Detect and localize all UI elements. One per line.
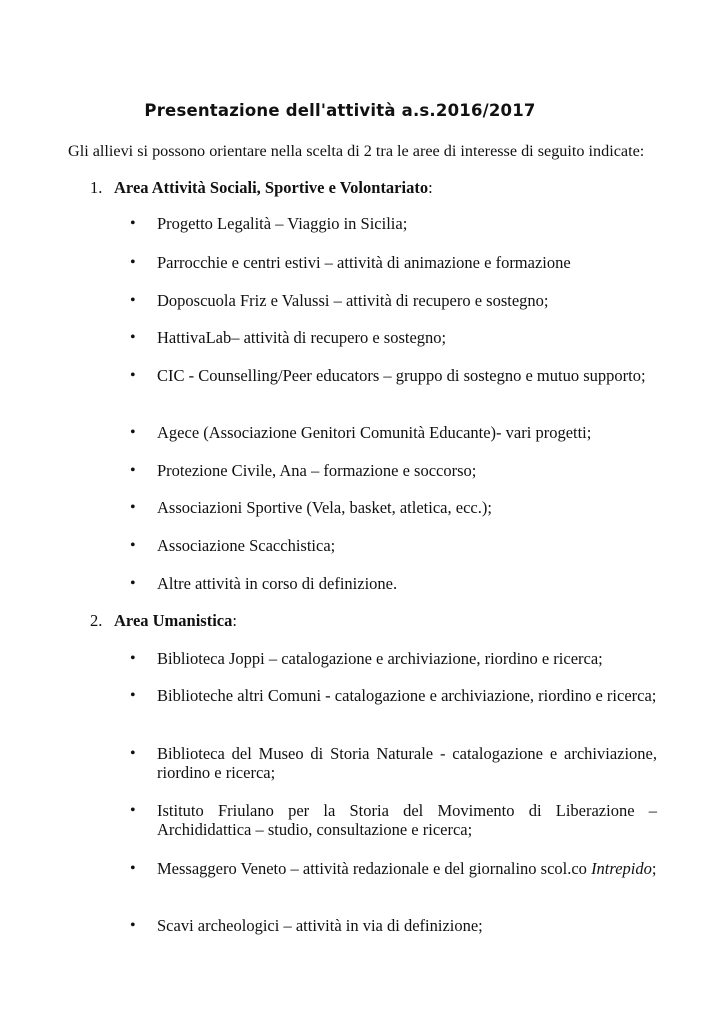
list-item-text-end: ; (651, 859, 657, 878)
bullet-icon: • (130, 650, 136, 667)
bullet-icon: • (130, 537, 136, 554)
list-item (130, 498, 657, 517)
list-item (130, 859, 657, 878)
bullet-icon: • (130, 215, 136, 232)
section-colon: : (232, 611, 237, 630)
list-item-text: Scavi archeologici – attività in via di definizione; (157, 916, 483, 935)
list-item (130, 649, 657, 668)
list-item (130, 574, 657, 593)
list-item-text: Istituto Friulano per la Storia del Movimento di Liberazione – Archididattica – studio, consultazione e ricerca; (157, 801, 657, 839)
list-item-text: Doposcuola Friz e Valussi – attività di recupero e sostegno; (157, 291, 549, 310)
bullet-icon: • (130, 917, 136, 934)
bullet-icon: • (130, 745, 136, 762)
list-item (130, 916, 657, 935)
bullet-icon: • (130, 462, 136, 479)
list-item-text (157, 859, 657, 878)
list-item (130, 744, 657, 782)
bullet-icon: • (130, 329, 136, 346)
list-item-text: Biblioteche altri Comuni - catalogazione e archiviazione, riordino e ricerca; (157, 686, 657, 705)
list-item (130, 214, 657, 233)
bullet-icon: • (130, 687, 136, 704)
list-item-text: Progetto Legalità – Viaggio in Sicilia; (157, 214, 408, 233)
list-item (130, 801, 657, 839)
list-item (130, 291, 657, 310)
list-item-text: CIC - Counselling/Peer educators – gruppo di sostegno e mutuo supporto; (157, 366, 646, 385)
bullet-icon: • (130, 499, 136, 516)
bullet-icon: • (130, 802, 136, 819)
newspaper-name: Intrepido (591, 859, 652, 878)
list-item-text: Biblioteca del Museo di Storia Naturale - catalogazione e archiviazione, riordino e ricerca; (157, 744, 657, 782)
list-item (130, 328, 657, 347)
bullet-icon: • (130, 860, 136, 877)
list-item (130, 536, 657, 555)
bullet-icon: • (130, 424, 136, 441)
list-item-text: Altre attività in corso di definizione. (157, 574, 398, 593)
document-title: Presentazione dell'attività a.s.2016/2017 (144, 101, 536, 120)
list-item-text: Biblioteca Joppi – catalogazione e archiviazione, riordino e ricerca; (157, 649, 603, 668)
list-item-text: Associazione Scacchistica; (157, 536, 336, 555)
list-item-text: Agece (Associazione Genitori Comunità Educante)- vari progetti; (157, 423, 592, 442)
section-title: Area Umanistica (114, 611, 233, 630)
bullet-icon: • (130, 254, 136, 271)
section-title: Area Attività Sociali, Sportive e Volontariato (114, 178, 429, 197)
list-item (130, 366, 657, 385)
list-item-text: Parrocchie e centri estivi – attività di animazione e formazione (157, 253, 571, 272)
bullet-icon: • (130, 367, 136, 384)
section-number: 2. (90, 611, 103, 630)
list-item (130, 686, 657, 705)
section-heading-2 (90, 611, 237, 631)
intro-paragraph: Gli allievi si possono orientare nella scelta di 2 tra le aree di interesse di seguito indicate: (68, 142, 645, 160)
bullet-icon: • (130, 575, 136, 592)
list-item (130, 423, 657, 442)
section-colon: : (428, 178, 433, 197)
list-item-text: Associazioni Sportive (Vela, basket, atletica, ecc.); (157, 498, 492, 517)
list-item (130, 461, 657, 480)
section-number: 1. (90, 178, 103, 197)
list-item-text-main: Messaggero Veneto – attività redazionale e del giornalino scol.co (157, 859, 587, 878)
list-item (130, 253, 657, 272)
list-item-text: Protezione Civile, Ana – formazione e soccorso; (157, 461, 477, 480)
list-item-text: HattivaLab– attività di recupero e sostegno; (157, 328, 447, 347)
section-heading-1 (90, 178, 433, 198)
bullet-icon: • (130, 292, 136, 309)
